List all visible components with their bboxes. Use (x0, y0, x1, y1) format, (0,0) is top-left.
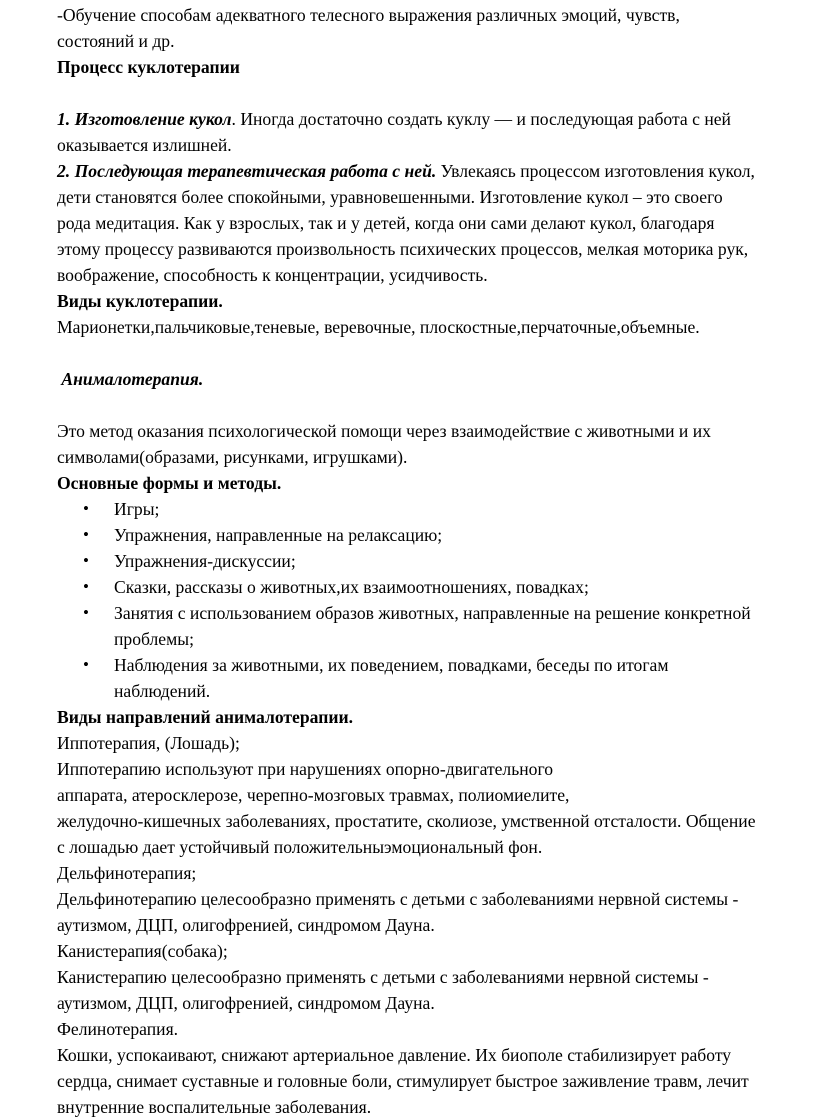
list-item: • Занятия с использованием образов животных, направленные на решение конкретной проблемы; (57, 600, 759, 652)
puppet-step-1 (57, 106, 759, 158)
felino-therapy-title: Фелинотерапия. (57, 1019, 179, 1039)
puppet-step-2 (57, 158, 759, 288)
canis-therapy-title: Канистерапия(собака); (57, 941, 228, 961)
puppet-step-1-text: . Иногда достаточно создать куклу — и последующая работа с ней оказывается излишней. (57, 109, 731, 155)
puppet-step-2-title: 2. Последующая терапевтическая работа с ней. (57, 161, 437, 181)
hippotherapy-title: Иппотерапия, (Лошадь); (57, 733, 240, 753)
animal-definition: Это метод оказания психологической помощи через взаимодействие с животными и их символами(образами, рисунками, игрушками). (57, 421, 711, 467)
animal-forms-list (57, 496, 759, 704)
list-item: • Сказки, рассказы о животных,их взаимоотношениях, повадках; (57, 574, 759, 600)
animal-forms-heading: Основные формы и методы. (57, 473, 282, 493)
puppet-types-heading: Виды куклотерапии. (57, 291, 223, 311)
spacer (57, 392, 759, 418)
intro-paragraph: -Обучение способам адекватного телесного выражения различных эмоций, чувств, состояний и др. (57, 5, 680, 51)
animal-therapy-heading: Анималотерапия. (61, 369, 204, 389)
list-item: • Упражнения, направленные на релаксацию; (57, 522, 759, 548)
puppet-step-1-title: 1. Изготовление кукол (57, 109, 232, 129)
canis-therapy-text: Канистерапию целесообразно применять с детьми с заболеваниями нервной системы - аутизмом, ДЦП, олигофренией, синдромом Дауна. (57, 967, 709, 1013)
felino-therapy-text: Кошки, успокаивают, снижают артериальное давление. Их биополе стабилизирует работу сердца, снимает суставные и головные боли, стимулирует быстрое заживление травм, лечит внутренние воспалительные заболевания. (57, 1045, 749, 1117)
puppet-types-text: Марионетки,пальчиковые,теневые, веревочные, плоскостные,перчаточные,объемные. (57, 317, 700, 337)
dolphin-therapy-text: Дельфинотерапию целесообразно применять с детьми с заболеваниями нервной системы - аутизмом, ДЦП, олигофренией, синдромом Дауна. (57, 889, 739, 935)
spacer (57, 340, 759, 366)
list-item: • Наблюдения за животными, их поведением, повадками, беседы по итогам наблюдений. (57, 652, 759, 704)
hippotherapy-line-2: аппарата, атеросклерозе, черепно-мозговых травмах, полиомиелите, (57, 785, 570, 805)
animal-therapy-heading-line (57, 366, 759, 392)
dolphin-therapy-title: Дельфинотерапия; (57, 863, 197, 883)
spacer (57, 80, 759, 106)
list-item: • Упражнения-дискуссии; (57, 548, 759, 574)
puppet-therapy-heading: Процесс куклотерапии (57, 57, 240, 77)
puppet-step-2-text: Увлекаясь процессом изготовления кукол, дети становятся более спокойными, уравновешенными. Изготовление кукол – это своего рода медитация. Как у взрослых, так и у детей, когда они сами делают кукол, благодаря этому процессу развиваются произвольность психических процессов, мелкая моторика рук, воображение, способность к концентрации, усидчивость. (57, 161, 755, 285)
animal-directions-heading: Виды направлений анималотерапии. (57, 707, 354, 727)
list-item: • Игры; (57, 496, 759, 522)
hippotherapy-line-3: желудочно-кишечных заболеваниях, простатите, сколиозе, умственной отсталости. Общение с лошадью дает устойчивый положительныэмоциональный фон. (57, 811, 756, 857)
hippotherapy-line-1: Иппотерапию используют при нарушениях опорно-двигательного (57, 759, 554, 779)
